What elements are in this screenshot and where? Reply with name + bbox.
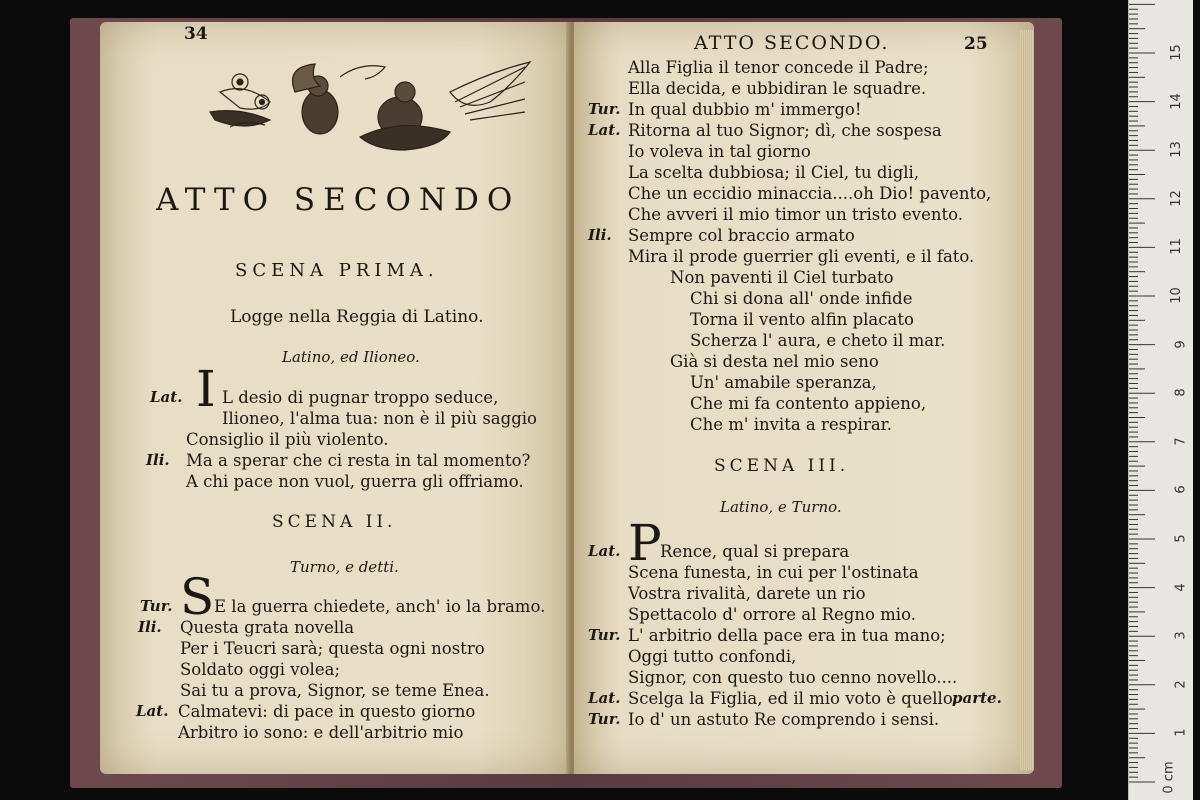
cherubs-vignette-icon — [200, 52, 540, 162]
scene-setting: Logge nella Reggia di Latino. — [230, 307, 484, 327]
left-page — [100, 22, 570, 774]
drop-cap: S — [180, 568, 215, 626]
verse-line: Ilioneo, l'alma tua: non è il più saggio — [222, 409, 537, 428]
act-title: ATTO SECONDO — [156, 182, 521, 218]
ruler-number: 5 — [1173, 534, 1189, 543]
verse-line: Ma a sperar che ci resta in tal momento? — [186, 451, 531, 470]
drop-cap: P — [628, 514, 662, 572]
speaker-label: Lat. — [150, 388, 183, 406]
aria-line: Già si desta nel mio seno — [670, 352, 879, 371]
verse-line: Soldato oggi volea; — [180, 660, 340, 679]
verse-line: Signor, con questo tuo cenno novello.... — [628, 668, 958, 687]
verse-line: Scelga la Figlia, ed il mio voto è quello. — [628, 689, 958, 708]
speaker-label: Lat. — [136, 702, 169, 720]
ruler-number: 1 — [1173, 728, 1189, 738]
verse-line: L desio di pugnar troppo seduce, — [222, 388, 499, 407]
verse-line: Io d' un astuto Re comprendo i sensi. — [628, 710, 940, 729]
aria-line: Torna il vento alfin placato — [690, 310, 914, 329]
verse-line: Sai tu a prova, Signor, se teme Enea. — [180, 681, 490, 700]
scene3-title: SCENA III. — [714, 456, 850, 476]
ruler-number: 10 — [1169, 287, 1185, 304]
verse-line: Ella decida, e ubbidiran le squadre. — [628, 79, 927, 98]
aria-line: Chi si dona all' onde infide — [690, 289, 913, 308]
verse-line: Scena funesta, in cui per l'ostinata — [628, 563, 919, 582]
speaker-label: Ili. — [146, 451, 170, 469]
verse-line: E la guerra chiedete, anch' io la bramo. — [214, 597, 546, 616]
ruler-number: 3 — [1173, 631, 1189, 640]
scene1-title: SCENA PRIMA. — [235, 260, 439, 281]
verse-line: Che avveri il mio timor un tristo evento. — [628, 205, 964, 224]
aria-line: Che mi fa contento appieno, — [690, 394, 927, 413]
speaker-label: Ili. — [138, 618, 162, 636]
ruler-number: 8 — [1173, 388, 1189, 397]
page-number-left: 34 — [184, 24, 208, 44]
page-edges — [1020, 30, 1034, 770]
ruler-number: 6 — [1173, 485, 1189, 495]
ruler-number: 14 — [1169, 92, 1185, 110]
measuring-ruler — [1128, 0, 1193, 800]
speaker-label: Tur. — [588, 626, 621, 644]
ruler-number: 4 — [1173, 582, 1189, 592]
ruler-number: 2 — [1173, 680, 1189, 689]
scene3-characters: Latino, e Turno. — [720, 498, 842, 516]
verse-line: Arbitro io sono: e dell'arbitrio mio — [178, 723, 464, 742]
verse-line: Vostra rivalità, darete un rio — [628, 584, 866, 603]
verse-line: Per i Teucri sarà; questa ogni nostro — [180, 639, 485, 658]
ruler-number: 15 — [1169, 44, 1185, 61]
speaker-label: Tur. — [588, 100, 621, 118]
speaker-label: Ili. — [588, 226, 612, 244]
speaker-label: Lat. — [588, 542, 621, 560]
scene2-characters: Turno, e detti. — [290, 558, 399, 576]
verse-line: Ritorna al tuo Signor; dì, che sospesa — [628, 121, 942, 140]
verse-line: Spettacolo d' orrore al Regno mio. — [628, 605, 916, 624]
speaker-label: Lat. — [588, 689, 621, 707]
verse-line: Calmatevi: di pace in questo giorno — [178, 702, 476, 721]
speaker-label: Tur. — [140, 597, 173, 615]
verse-line: La scelta dubbiosa; il Ciel, tu digli, — [628, 163, 920, 182]
speaker-label: Lat. — [588, 121, 621, 139]
aria-line: Un' amabile speranza, — [690, 373, 877, 392]
speaker-label: Tur. — [588, 710, 621, 728]
ruler-number: 11 — [1169, 238, 1185, 256]
verse-line: In qual dubbio m' immergo! — [628, 100, 862, 119]
verse-line: Alla Figlia il tenor concede il Padre; — [628, 58, 929, 77]
verse-line: Consiglio il più violento. — [186, 430, 389, 449]
scene1-characters: Latino, ed Ilioneo. — [282, 348, 420, 366]
page-number-right: 25 — [964, 34, 988, 54]
verse-line: Sempre col braccio armato — [628, 226, 855, 245]
aria-line: Che m' invita a respirar. — [690, 415, 892, 434]
verse-line: Mira il prode guerrier gli eventi, e il fato. — [628, 247, 975, 266]
stage-direction: parte. — [952, 689, 1002, 707]
ruler-number: 7 — [1173, 437, 1189, 446]
scene2-title: SCENA II. — [272, 512, 397, 532]
verse-line: Che un eccidio minaccia....oh Dio! pavento, — [628, 184, 992, 203]
ruler-number: 12 — [1169, 190, 1185, 207]
drop-cap: I — [196, 360, 216, 418]
aria-line: Non paventi il Ciel turbato — [670, 268, 894, 287]
verse-line: Oggi tutto confondi, — [628, 647, 797, 666]
verse-line: Io voleva in tal giorno — [628, 142, 811, 161]
ruler-number: 9 — [1173, 339, 1189, 349]
verse-line: A chi pace non vuol, guerra gli offriamo. — [186, 472, 524, 491]
aria-line: Scherza l' aura, e cheto il mar. — [690, 331, 946, 350]
right-page — [574, 22, 1034, 774]
ruler-unit-label: 0 cm — [1161, 761, 1177, 794]
verse-line: Questa grata novella — [180, 618, 355, 637]
running-head: ATTO SECONDO. — [694, 32, 890, 54]
verse-line: L' arbitrio della pace era in tua mano; — [628, 626, 946, 645]
ruler-number: 13 — [1169, 141, 1185, 158]
verse-line: Rence, qual si prepara — [660, 542, 850, 561]
